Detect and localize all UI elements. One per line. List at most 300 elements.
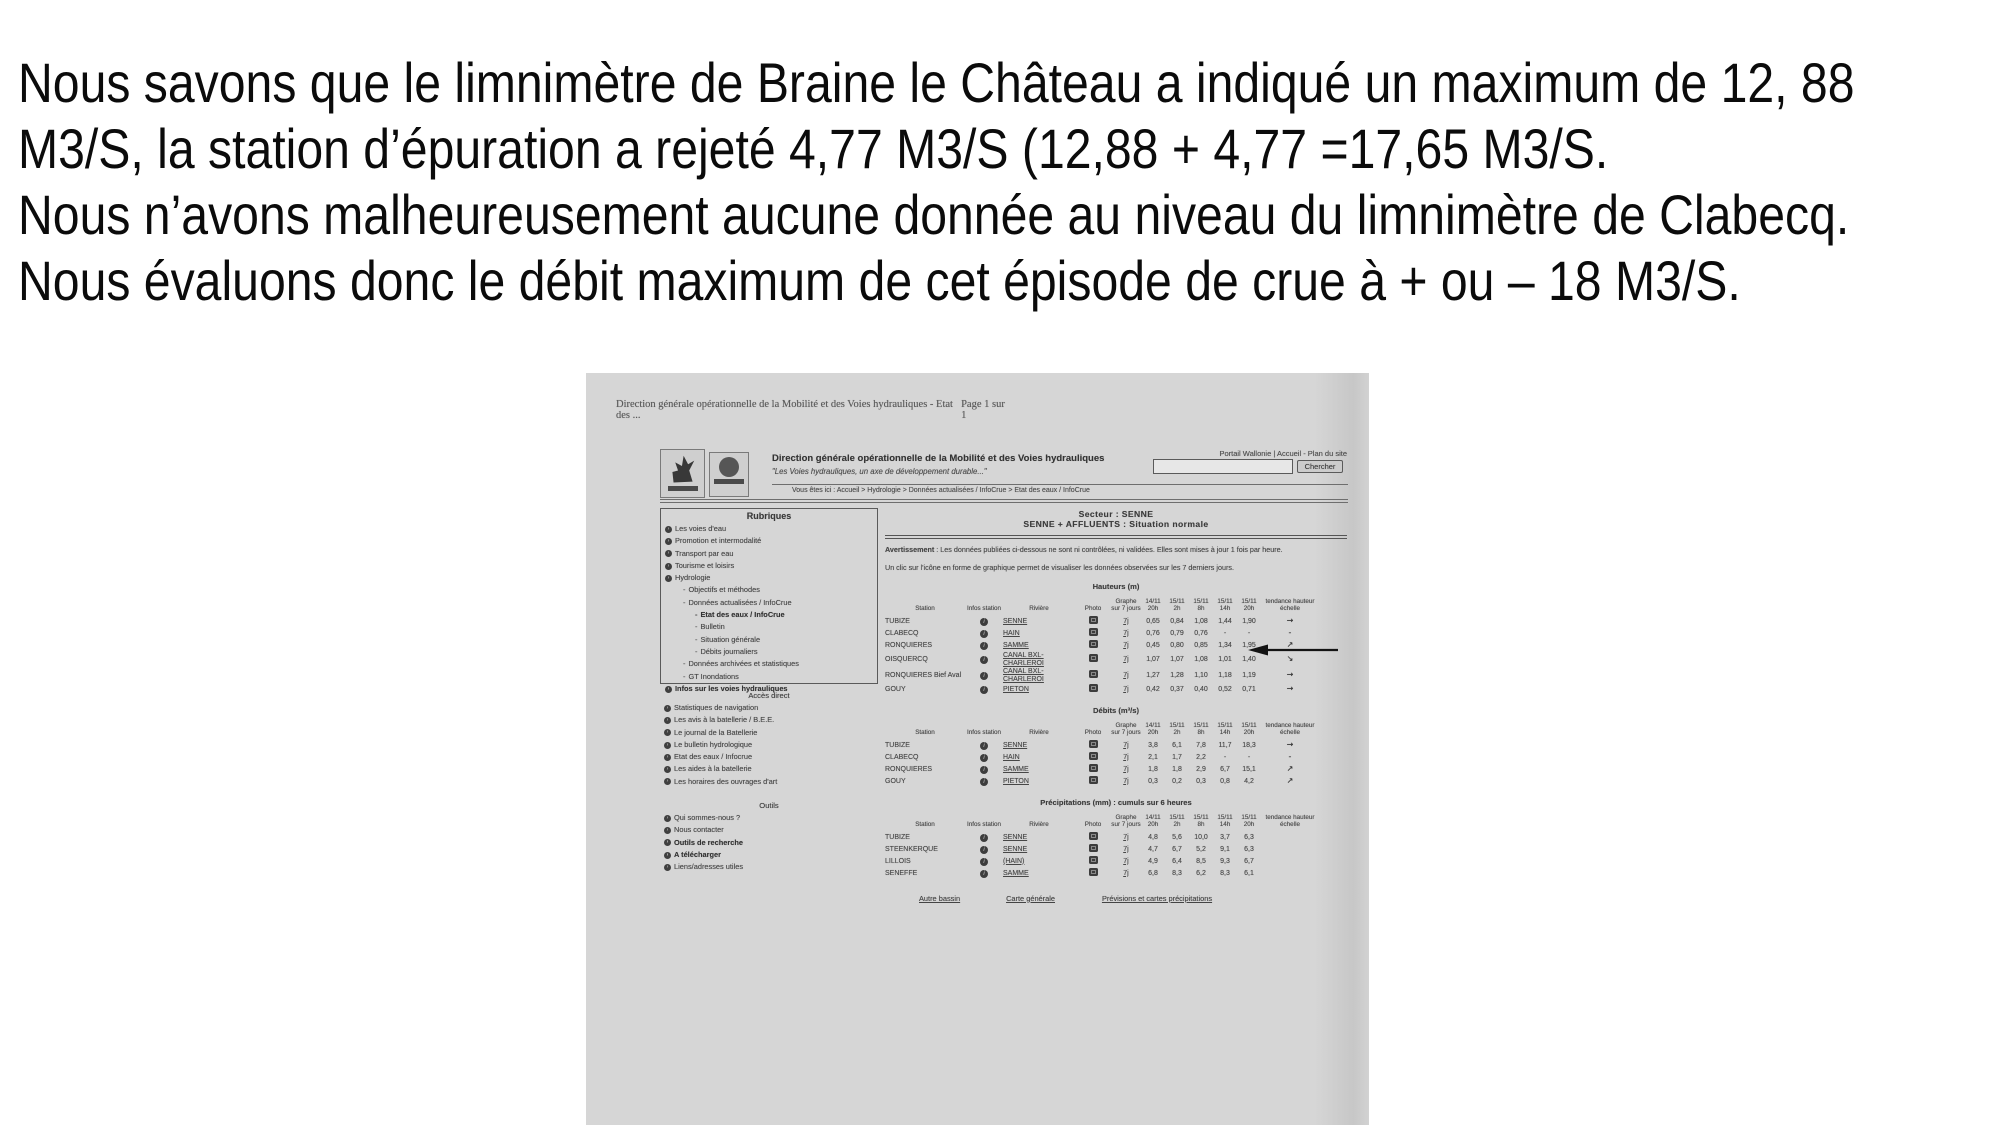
graph-link[interactable]: 7j: [1123, 753, 1129, 761]
value-cell: 6,7: [1172, 845, 1182, 853]
sidebar-item-label: Liens/adresses utiles: [674, 862, 744, 872]
river-link[interactable]: SENNE: [1003, 741, 1028, 749]
value-cell: 0,80: [1170, 641, 1184, 649]
sidebar-item[interactable]: [660, 727, 878, 739]
value-cell: 9,1: [1220, 845, 1230, 853]
arrow-bullet-icon: ›: [664, 717, 671, 724]
column-header: Graphe sur 7 jours: [1111, 722, 1141, 736]
photo-cell: [1075, 764, 1111, 775]
graph-cell: [1111, 754, 1141, 762]
column-header: 14/11 20h: [1145, 598, 1161, 612]
graph-cell: [1111, 870, 1141, 878]
column-header: tendance hauteur échelle: [1265, 814, 1315, 828]
value-cell: 6,1: [1172, 741, 1182, 749]
photo-icon[interactable]: [1089, 740, 1098, 748]
photo-icon[interactable]: [1089, 764, 1098, 772]
value-cell: 0,37: [1170, 685, 1184, 693]
graph-link[interactable]: 7j: [1123, 845, 1129, 853]
print-page-number: Page 1 sur 1: [961, 399, 1005, 421]
value-cell: -: [1223, 629, 1227, 637]
value-cell: 1,8: [1172, 765, 1182, 773]
column-header: 14/11 20h: [1145, 814, 1161, 828]
value-cell: 5,2: [1196, 845, 1206, 853]
arrow-bullet-icon: ›: [664, 827, 671, 834]
breadcrumb[interactable]: Vous êtes ici : Accueil > Hydrologie > Données actualisées / InfoCrue > Etat des eaux / InfoCrue: [792, 487, 1090, 494]
sidebar-item[interactable]: [660, 776, 878, 788]
info-icon[interactable]: i: [980, 834, 988, 842]
info-cell: [965, 642, 1003, 650]
value-cell: 1,08: [1194, 617, 1208, 625]
column-header: 15/11 14h: [1217, 814, 1233, 828]
value-cell: 18,3: [1242, 741, 1256, 749]
spw-icon: [719, 457, 739, 477]
portal-links[interactable]: Portail Wallonie | Accueil - Plan du site: [1219, 449, 1347, 458]
river-link[interactable]: CANAL BXL-CHARLEROI: [1003, 667, 1044, 683]
value-cell: 0,65: [1146, 617, 1160, 625]
rubriques-title: Rubriques: [746, 511, 792, 521]
content-double-rule: [885, 535, 1347, 539]
river-link[interactable]: SENNE: [1003, 833, 1028, 841]
trend-icon: →: [1286, 670, 1294, 680]
trend-cell: [1261, 629, 1319, 638]
arrow-bullet-icon: ›: [665, 563, 672, 570]
river-cell: [1003, 686, 1075, 694]
river-link[interactable]: SENNE: [1003, 845, 1028, 853]
sidebar-item-label: Les aides à la batellerie: [674, 764, 752, 774]
value-cell: 1,34: [1218, 641, 1232, 649]
value-cell: 6,8: [1148, 869, 1158, 877]
table-row: [885, 684, 1347, 696]
info-cell: [965, 754, 1003, 762]
sidebar-item[interactable]: [661, 548, 877, 560]
value-cell: 4,7: [1148, 845, 1158, 853]
value-cell: 1,95: [1242, 641, 1256, 649]
graph-link[interactable]: 7j: [1123, 629, 1129, 637]
info-cell: [965, 858, 1003, 866]
value-cell: 6,1: [1244, 869, 1254, 877]
graph-cell: [1111, 742, 1141, 750]
arrow-bullet-icon: ›: [664, 815, 671, 822]
station-cell: SENEFFE: [885, 869, 918, 877]
graph-link[interactable]: 7j: [1123, 765, 1129, 773]
photo-icon[interactable]: [1089, 640, 1098, 648]
info-icon[interactable]: i: [980, 742, 988, 750]
value-cell: 2,9: [1196, 765, 1206, 773]
photo-cell: [1075, 628, 1111, 639]
value-cell: 11,7: [1218, 741, 1232, 749]
rubriques-box: [660, 508, 878, 693]
slide-text-line: Nous savons que le limnimètre de Braine le Château a indiqué un maximum de 12, 88: [18, 51, 1855, 114]
logo-caption-bar: [714, 479, 744, 484]
value-cell: 1,19: [1242, 671, 1256, 679]
annotation-arrow-icon: [1244, 642, 1344, 658]
value-cell: 1,90: [1242, 617, 1256, 625]
photo-icon[interactable]: [1089, 628, 1098, 636]
arrow-bullet-icon: ›: [664, 729, 671, 736]
sector-subtitle: SENNE + AFFLUENTS : Situation normale: [1023, 519, 1209, 529]
value-cell: 1,08: [1194, 655, 1208, 663]
graph-cell: [1111, 858, 1141, 866]
river-link[interactable]: CANAL BXL-CHARLEROI: [1003, 651, 1044, 667]
table-header-row: [885, 718, 1347, 738]
photo-icon[interactable]: [1089, 776, 1098, 784]
arrow-bullet-icon: ›: [664, 705, 671, 712]
table-row: [885, 868, 1347, 880]
value-cell: 0,3: [1196, 777, 1206, 785]
value-cell: -: [1223, 753, 1227, 761]
sidebar-item[interactable]: [661, 646, 877, 658]
value-cell: 3,7: [1220, 833, 1230, 841]
sidebar-item-label: Les horaires des ouvrages d'art: [674, 776, 778, 786]
station-cell: RONQUIERES: [885, 765, 933, 773]
value-cell: 1,07: [1170, 655, 1184, 663]
value-cell: 10,0: [1194, 833, 1208, 841]
sidebar-item-label: Débits journaliers: [700, 646, 758, 656]
sidebar-item[interactable]: [661, 634, 877, 646]
value-cell: 0,84: [1170, 617, 1184, 625]
station-cell: STEENKERQUE: [885, 845, 938, 853]
graph-link[interactable]: 7j: [1123, 869, 1129, 877]
sidebar-item[interactable]: [661, 584, 877, 596]
table-caption: Précipitations (mm) : cumuls sur 6 heures: [1040, 797, 1192, 807]
photo-icon[interactable]: [1089, 654, 1098, 662]
station-cell: RONQUIERES Bief Aval: [885, 671, 962, 679]
column-header: Photo: [1084, 604, 1102, 612]
river-cell: [1003, 742, 1075, 750]
column-header: tendance hauteur échelle: [1265, 722, 1315, 736]
value-cell: 4,9: [1148, 857, 1158, 865]
sidebar-item[interactable]: [661, 572, 877, 584]
value-cell: 7,8: [1196, 741, 1206, 749]
info-icon[interactable]: i: [980, 618, 988, 626]
header-double-rule: [660, 499, 1348, 503]
photo-icon[interactable]: [1089, 844, 1098, 852]
column-header: Station: [915, 820, 935, 828]
table-header-row: [885, 810, 1347, 830]
sector-title: Secteur : SENNE: [1078, 509, 1154, 519]
value-cell: 1,8: [1148, 765, 1158, 773]
photo-icon[interactable]: [1089, 684, 1098, 692]
info-icon[interactable]: i: [980, 656, 988, 664]
value-cell: 6,3: [1244, 845, 1254, 853]
graph-cell: [1111, 642, 1141, 650]
dash-bullet-icon: -: [695, 610, 698, 620]
sidebar-item-label: Outils de recherche: [674, 837, 744, 847]
station-cell: GOUY: [885, 777, 906, 785]
station-cell: CLABECQ: [885, 753, 919, 761]
graph-link[interactable]: 7j: [1123, 685, 1129, 693]
search-input[interactable]: [1153, 459, 1293, 474]
acces-direct-list: [660, 702, 878, 788]
graph-link[interactable]: 7j: [1123, 741, 1129, 749]
trend-icon: →: [1286, 740, 1294, 750]
value-cell: 0,45: [1146, 641, 1160, 649]
photo-icon[interactable]: [1089, 856, 1098, 864]
warning-body: : Les données publiées ci-dessous ne sont ni contrôlées, ni validées. Elles sont mises à jour 1 fois par heure.: [934, 545, 1283, 554]
table-row: [885, 616, 1347, 628]
sidebar-item[interactable]: [661, 621, 877, 633]
sidebar-item[interactable]: [660, 714, 878, 726]
photo-cell: [1075, 832, 1111, 843]
value-cell: 1,7: [1172, 753, 1182, 761]
station-cell: RONQUIERES: [885, 641, 933, 649]
sidebar-item[interactable]: [660, 849, 878, 861]
value-cell: 1,28: [1170, 671, 1184, 679]
river-cell: [1003, 766, 1075, 774]
data-table: [885, 706, 1347, 788]
trend-icon: ↗: [1286, 640, 1294, 650]
graph-cell: [1111, 834, 1141, 842]
dash-bullet-icon: -: [695, 622, 698, 632]
site-title: Direction générale opérationnelle de la Mobilité et des Voies hydrauliques: [772, 453, 1105, 464]
outils-list: [660, 812, 878, 873]
column-header: 15/11 20h: [1241, 814, 1257, 828]
table-row: [885, 628, 1347, 640]
sidebar-item[interactable]: [661, 523, 877, 535]
station-cell: GOUY: [885, 685, 906, 693]
dash-bullet-icon: -: [683, 597, 686, 607]
sidebar-item[interactable]: [660, 739, 878, 751]
value-cell: 0,76: [1194, 629, 1208, 637]
table-row: [885, 740, 1347, 752]
warning-label: Avertissement: [885, 545, 935, 554]
info-icon[interactable]: i: [980, 858, 988, 866]
sidebar-item-label: Situation générale: [700, 634, 761, 644]
value-cell: 0,2: [1172, 777, 1182, 785]
value-cell: 0,42: [1146, 685, 1160, 693]
sidebar-item-label: Transport par eau: [675, 548, 734, 558]
info-icon[interactable]: i: [980, 672, 988, 680]
graph-link[interactable]: 7j: [1123, 857, 1129, 865]
column-header: 15/11 20h: [1241, 598, 1257, 612]
river-cell: [1003, 668, 1075, 684]
graph-link[interactable]: 7j: [1123, 641, 1129, 649]
trend-cell: [1261, 753, 1319, 762]
dash-bullet-icon: -: [683, 585, 686, 595]
trend-cell: [1261, 777, 1319, 786]
value-cell: 1,44: [1218, 617, 1232, 625]
photo-cell: [1075, 640, 1111, 651]
table-row: [885, 856, 1347, 868]
arrow-bullet-icon: ›: [665, 686, 672, 693]
info-cell: [965, 618, 1003, 626]
river-cell: [1003, 642, 1075, 650]
station-cell: LILLOIS: [885, 857, 911, 865]
graph-note: Un clic sur l'icône en forme de graphique permet de visualiser les données observées sur les 7 derniers jours.: [885, 562, 1234, 572]
arrow-bullet-icon: ›: [664, 754, 671, 761]
column-header: 15/11 2h: [1169, 722, 1185, 736]
acces-direct-section: [660, 691, 878, 788]
info-icon[interactable]: i: [980, 846, 988, 854]
outils-section: [660, 801, 878, 873]
value-cell: 8,3: [1172, 869, 1182, 877]
info-icon[interactable]: i: [980, 870, 988, 878]
photo-cell: [1075, 740, 1111, 751]
river-link[interactable]: HAIN: [1003, 629, 1020, 637]
value-cell: 0,79: [1170, 629, 1184, 637]
graph-link[interactable]: 7j: [1123, 617, 1129, 625]
sidebar-item[interactable]: [660, 812, 878, 824]
sidebar-item-label: Données actualisées / InfoCrue: [688, 597, 792, 607]
info-icon[interactable]: i: [980, 686, 988, 694]
sidebar-item-label: Nous contacter: [674, 825, 724, 835]
info-cell: [965, 766, 1003, 774]
photo-icon[interactable]: [1089, 670, 1098, 678]
value-cell: 6,3: [1244, 833, 1254, 841]
sidebar-item[interactable]: [661, 658, 877, 670]
sidebar-item[interactable]: [661, 560, 877, 572]
value-cell: 2,1: [1148, 753, 1158, 761]
sidebar-item-label: Tourisme et loisirs: [675, 560, 735, 570]
sidebar-item[interactable]: [660, 824, 878, 836]
column-header: 15/11 8h: [1193, 722, 1209, 736]
column-header: Station: [915, 604, 935, 612]
dash-bullet-icon: -: [683, 671, 686, 681]
sidebar-item[interactable]: [660, 763, 878, 775]
column-header: Graphe sur 7 jours: [1111, 598, 1141, 612]
river-link[interactable]: SENNE: [1003, 617, 1028, 625]
trend-icon: -: [1288, 628, 1292, 638]
info-cell: [965, 656, 1003, 664]
photo-cell: [1075, 616, 1111, 627]
table-row: [885, 832, 1347, 844]
river-link[interactable]: SAMME: [1003, 765, 1029, 773]
photo-icon[interactable]: [1089, 868, 1098, 876]
column-header: Rivière: [1029, 820, 1049, 828]
sidebar-item-label: GT Inondations: [688, 671, 739, 681]
trend-icon: -: [1288, 752, 1292, 762]
sidebar-item-label: Etat des eaux / InfoCrue: [700, 610, 785, 620]
photo-icon[interactable]: [1089, 752, 1098, 760]
river-cell: [1003, 858, 1075, 866]
info-icon[interactable]: i: [980, 778, 988, 786]
sidebar-item[interactable]: [661, 535, 877, 547]
graph-cell: [1111, 630, 1141, 638]
slide-text-block: [18, 50, 1854, 314]
footer-link[interactable]: Autre bassin: [919, 893, 961, 903]
info-icon[interactable]: i: [980, 630, 988, 638]
sidebar-item[interactable]: [661, 671, 877, 683]
graph-cell: [1111, 778, 1141, 786]
arrow-bullet-icon: ›: [664, 766, 671, 773]
river-link[interactable]: SAMME: [1003, 869, 1029, 877]
data-tables: [885, 582, 1347, 880]
table-row: [885, 752, 1347, 764]
column-header: 15/11 14h: [1217, 598, 1233, 612]
value-cell: 9,3: [1220, 857, 1230, 865]
search-button[interactable]: Chercher: [1297, 460, 1343, 473]
trend-cell: [1261, 671, 1319, 680]
river-cell: [1003, 834, 1075, 842]
river-cell: [1003, 846, 1075, 854]
footer-link[interactable]: Carte générale: [1006, 893, 1055, 903]
river-link[interactable]: PIETON: [1003, 777, 1029, 785]
sidebar-item[interactable]: [661, 609, 877, 621]
river-cell: [1003, 652, 1075, 668]
photo-cell: [1075, 684, 1111, 695]
graph-link[interactable]: 7j: [1123, 671, 1129, 679]
station-cell: TUBIZE: [885, 617, 910, 625]
slide-text-line: Nous évaluons donc le débit maximum de cet épisode de crue à + ou – 18 M3/S.: [18, 249, 1741, 312]
value-cell: 6,7: [1244, 857, 1254, 865]
graph-link[interactable]: 7j: [1123, 777, 1129, 785]
sidebar-item[interactable]: [660, 751, 878, 763]
sidebar-item-label: Données archivées et statistiques: [688, 659, 799, 669]
wallonie-logo: [660, 449, 705, 498]
graph-link[interactable]: 7j: [1123, 833, 1129, 841]
sidebar-item-label: Bulletin: [700, 622, 725, 632]
arrow-bullet-icon: ›: [664, 742, 671, 749]
value-cell: 1,27: [1146, 671, 1160, 679]
value-cell: 1,18: [1218, 671, 1232, 679]
photo-cell: [1075, 844, 1111, 855]
trend-cell: [1261, 741, 1319, 750]
info-icon[interactable]: i: [980, 766, 988, 774]
value-cell: 0,85: [1194, 641, 1208, 649]
photo-cell: [1075, 856, 1111, 867]
river-link[interactable]: PIETON: [1003, 685, 1029, 693]
sidebar-item-label: A télécharger: [674, 849, 721, 859]
arrow-bullet-icon: ›: [664, 864, 671, 871]
sidebar-item[interactable]: [660, 702, 878, 714]
table-row: [885, 844, 1347, 856]
value-cell: 1,10: [1194, 671, 1208, 679]
trend-cell: [1261, 685, 1319, 694]
value-cell: 0,52: [1218, 685, 1232, 693]
sidebar-item[interactable]: [660, 861, 878, 873]
sidebar-item-label: Les avis à la batellerie / B.E.E.: [674, 715, 775, 725]
graph-cell: [1111, 672, 1141, 680]
arrow-bullet-icon: ›: [665, 538, 672, 545]
graph-link[interactable]: 7j: [1123, 655, 1129, 663]
column-header: Photo: [1084, 820, 1102, 828]
column-header: 15/11 8h: [1193, 598, 1209, 612]
river-link[interactable]: (HAIN): [1003, 857, 1025, 865]
sidebar-item[interactable]: [661, 597, 877, 609]
river-link[interactable]: HAIN: [1003, 753, 1020, 761]
footer-link[interactable]: Prévisions et cartes précipitations: [1101, 893, 1213, 903]
sidebar-item-label: Objectifs et méthodes: [688, 585, 760, 595]
value-cell: 2,2: [1196, 753, 1206, 761]
trend-icon: ↗: [1286, 764, 1294, 774]
footer-links: [885, 894, 1347, 903]
value-cell: 0,40: [1194, 685, 1208, 693]
river-link[interactable]: SAMME: [1003, 641, 1029, 649]
outils-title: Outils: [759, 801, 779, 810]
print-header-title: Direction générale opérationnelle de la Mobilité et des Voies hydrauliques - Etat des ...: [616, 399, 953, 421]
photo-icon[interactable]: [1089, 616, 1098, 624]
graph-cell: [1111, 766, 1141, 774]
value-cell: 1,07: [1146, 655, 1160, 663]
column-header: 15/11 20h: [1241, 722, 1257, 736]
station-cell: TUBIZE: [885, 741, 910, 749]
value-cell: 5,6: [1172, 833, 1182, 841]
value-cell: 6,4: [1172, 857, 1182, 865]
river-cell: [1003, 870, 1075, 878]
info-icon[interactable]: i: [980, 754, 988, 762]
sidebar-item[interactable]: [660, 837, 878, 849]
data-table: [885, 798, 1347, 880]
photo-icon[interactable]: [1089, 832, 1098, 840]
sidebar-item-label: Etat des eaux / Infocrue: [674, 752, 753, 762]
sidebar-item-label: Promotion et intermodalité: [675, 536, 762, 546]
value-cell: 0,3: [1148, 777, 1158, 785]
spw-logo: [709, 452, 749, 497]
graph-cell: [1111, 846, 1141, 854]
info-icon[interactable]: i: [980, 642, 988, 650]
trend-cell: [1261, 617, 1319, 626]
station-cell: TUBIZE: [885, 833, 910, 841]
